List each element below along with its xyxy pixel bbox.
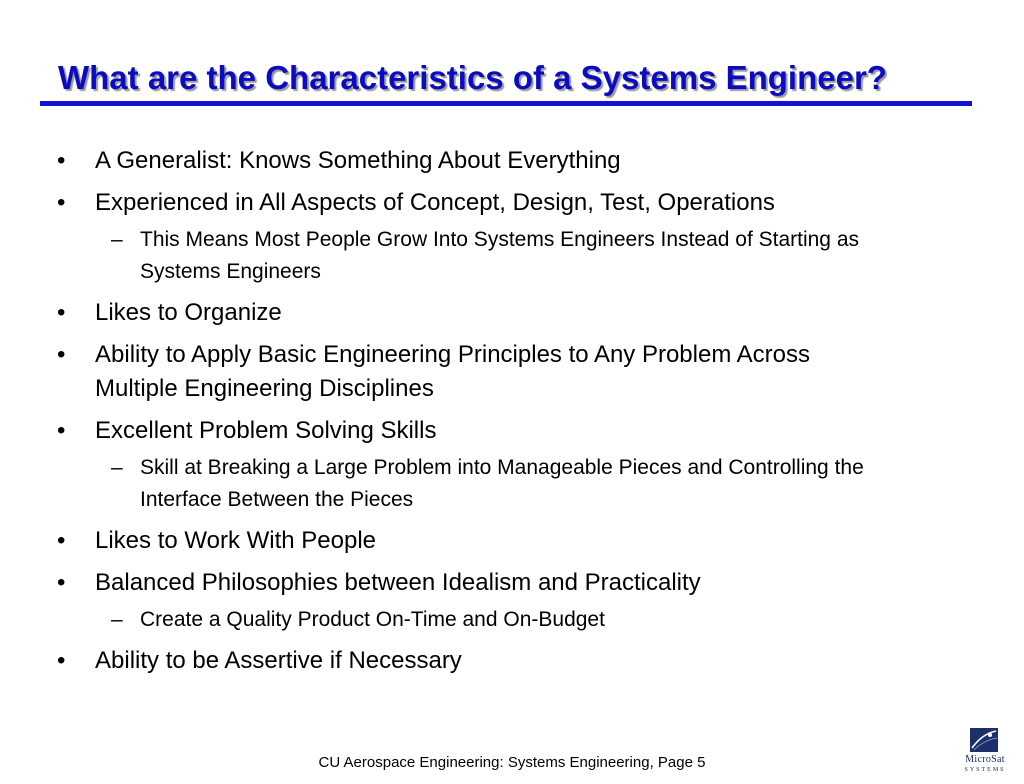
dash-marker: –	[111, 608, 123, 631]
bullet-text: A Generalist: Knows Something About Everything	[95, 147, 621, 174]
bullet-marker: •	[57, 647, 66, 674]
bullet-text: Ability to be Assertive if Necessary	[95, 647, 462, 674]
slide-title: What are the Characteristics of a Systems Engineer?	[58, 59, 887, 96]
bullet-item	[0, 186, 1024, 220]
logo-tagline: SYSTEMS	[964, 767, 1006, 773]
bullet-marker: •	[57, 417, 66, 444]
bullet-text: Experienced in All Aspects of Concept, Design, Test, Operations	[95, 189, 775, 216]
bullet-item	[0, 296, 1024, 330]
bullet-marker: •	[57, 147, 66, 174]
satellite-logo-icon	[970, 728, 998, 752]
title-underline	[40, 101, 972, 106]
logo-wordmark: MicroSat	[965, 754, 1005, 765]
bullet-marker: •	[57, 299, 66, 326]
bullet-item	[0, 338, 1024, 406]
bullet-text: Balanced Philosophies between Idealism and Practicality	[95, 569, 701, 596]
sub-bullet-item	[0, 224, 1024, 288]
microsat-logo	[954, 728, 1016, 778]
bullet-text: Likes to Work With People	[95, 527, 377, 554]
bullet-item	[0, 644, 1024, 678]
bullet-marker: •	[57, 341, 66, 368]
bullet-text: Excellent Problem Solving Skills	[95, 417, 437, 444]
bullet-item	[0, 524, 1024, 558]
slide-footer: CU Aerospace Engineering: Systems Engineering, Page 5	[318, 754, 706, 771]
sub-bullet-item	[0, 604, 1024, 636]
bullet-marker: •	[57, 527, 66, 554]
bullet-text: Likes to Organize	[95, 299, 282, 326]
bullet-marker: •	[57, 569, 66, 596]
dash-marker: –	[111, 456, 123, 479]
sub-bullet-text: Create a Quality Product On-Time and On-Budget	[140, 608, 605, 631]
bullet-marker: •	[57, 189, 66, 216]
sub-bullet-text: This Means Most People Grow Into Systems Engineers Instead of Starting as Systems Engineers	[140, 228, 860, 283]
bullet-text: Ability to Apply Basic Engineering Principles to Any Problem Across Multiple Engineering Disciplines	[95, 341, 811, 402]
sub-bullet-text: Skill at Breaking a Large Problem into Manageable Pieces and Controlling the Interface Between the Pieces	[140, 456, 864, 511]
bullet-list	[0, 144, 1024, 686]
bullet-item	[0, 144, 1024, 178]
dash-marker: –	[111, 228, 123, 251]
bullet-item	[0, 414, 1024, 448]
sub-bullet-item	[0, 452, 1024, 516]
bullet-item	[0, 566, 1024, 600]
